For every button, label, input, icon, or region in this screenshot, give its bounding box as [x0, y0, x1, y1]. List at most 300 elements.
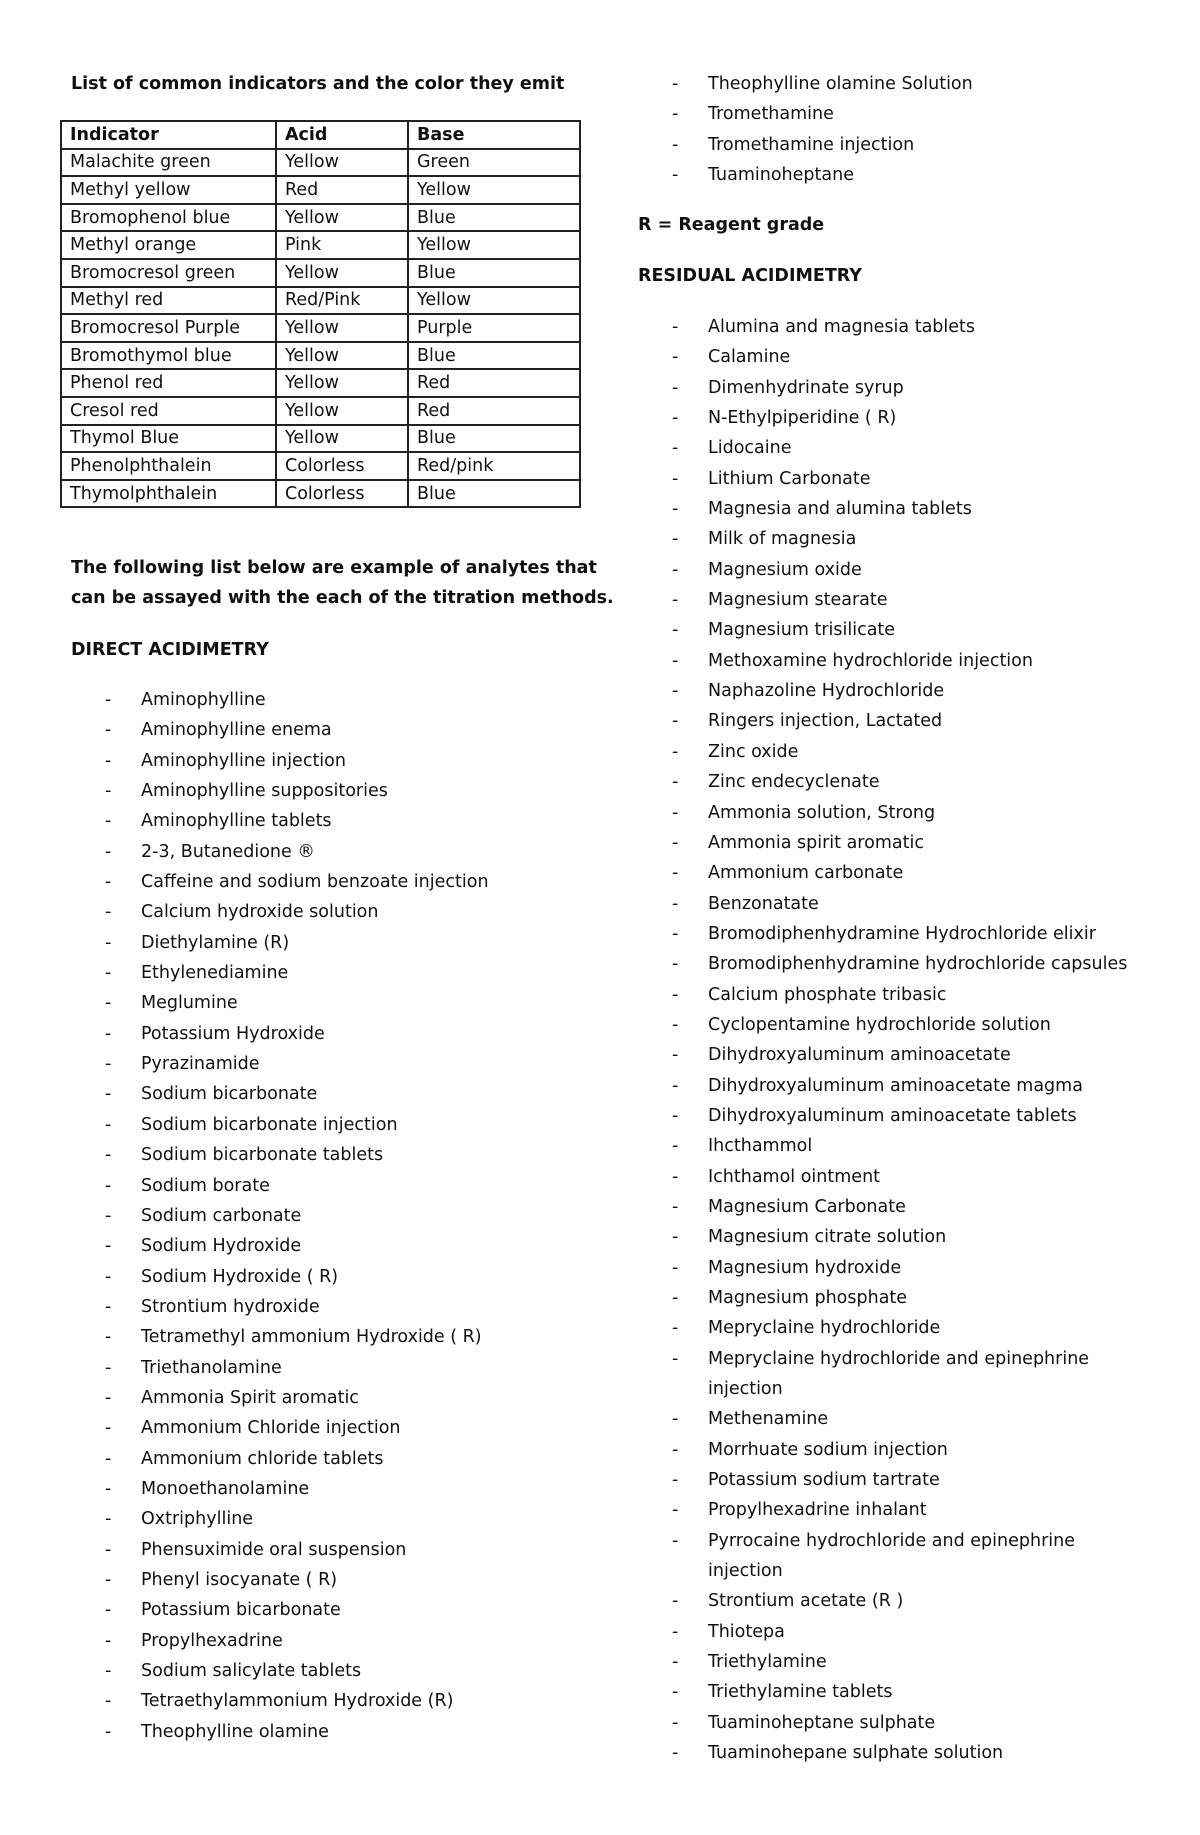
list-item [105, 1292, 605, 1322]
list-item-text: Bromodiphenhydramine Hydrochloride elixir [708, 923, 1096, 944]
list-item-text: Lidocaine [708, 438, 792, 459]
list-item [672, 1677, 1142, 1707]
list-item [105, 988, 605, 1018]
dash-bullet-icon: - [105, 1023, 112, 1044]
table-row [61, 452, 580, 480]
list-item-text: N-Ethylpiperidine ( R) [708, 408, 897, 429]
list-item [672, 1313, 1142, 1343]
list-item-text: Magnesia and alumina tablets [708, 499, 972, 520]
list-item-text: Aminophylline [141, 690, 266, 710]
list-item [672, 1071, 1142, 1101]
list-item [105, 1626, 605, 1656]
header-acid: Acid [276, 121, 408, 149]
list-item [672, 130, 1192, 160]
dash-bullet-icon: - [672, 711, 679, 732]
list-item [105, 1565, 605, 1595]
cell-indicator: Cresol red [61, 397, 276, 425]
list-item-text: Diethylamine (R) [141, 932, 290, 953]
cell-base: Red [408, 369, 580, 397]
dash-bullet-icon: - [672, 408, 679, 429]
dash-bullet-icon: - [105, 1205, 112, 1226]
residual-acidimetry-list [672, 312, 1142, 1769]
list-item [672, 1162, 1142, 1192]
cell-indicator: Thymolphthalein [61, 480, 276, 508]
dash-bullet-icon: - [672, 499, 679, 520]
dash-bullet-icon: - [105, 1448, 112, 1469]
list-item-text: 2-3, Butanedione ® [141, 841, 315, 862]
dash-bullet-icon: - [672, 863, 679, 884]
list-item [105, 1019, 605, 1049]
list-item [105, 806, 605, 836]
list-item [105, 1413, 605, 1443]
dash-bullet-icon: - [105, 1357, 112, 1378]
table-header-row [61, 121, 580, 149]
list-item-text: Oxtriphylline [141, 1509, 254, 1530]
dash-bullet-icon: - [672, 681, 679, 702]
dash-bullet-icon: - [672, 620, 679, 641]
list-item [672, 828, 1142, 858]
table-row [61, 342, 580, 370]
dash-bullet-icon: - [672, 1045, 679, 1066]
list-item-text: Sodium bicarbonate tablets [141, 1145, 384, 1166]
list-item [105, 1504, 605, 1534]
list-item [105, 1201, 605, 1231]
list-item-text: Magnesium Carbonate [708, 1196, 906, 1217]
dash-bullet-icon: - [672, 468, 679, 489]
list-item-text: Phensuximide oral suspension [141, 1539, 407, 1560]
dash-bullet-icon: - [105, 1630, 112, 1651]
list-item-text: Bromodiphenhydramine hydrochloride capsules [708, 954, 1128, 975]
dash-bullet-icon: - [672, 1591, 679, 1612]
cell-indicator: Bromothymol blue [61, 342, 276, 370]
list-item-text: Tuaminoheptane [708, 165, 854, 186]
cell-base: Blue [408, 259, 580, 287]
list-item-text: Potassium Hydroxide [141, 1023, 325, 1044]
list-item-text: Milk of magnesia [708, 529, 857, 550]
cell-base: Purple [408, 314, 580, 342]
list-item [105, 928, 605, 958]
dash-bullet-icon: - [672, 1288, 679, 1308]
list-item [672, 1495, 1142, 1525]
list-item-text: Ethylenediamine [141, 963, 289, 984]
table-row [61, 204, 580, 232]
dash-bullet-icon: - [105, 690, 112, 710]
list-item-text: Strontium acetate (R ) [708, 1591, 904, 1612]
dash-bullet-icon: - [105, 750, 112, 771]
list-item-text: Magnesium phosphate [708, 1288, 908, 1308]
dash-bullet-icon: - [672, 893, 679, 914]
reagent-grade-note: R = Reagent grade [638, 215, 825, 235]
list-item [672, 1344, 1142, 1405]
list-item [105, 897, 605, 927]
list-item [672, 919, 1142, 949]
cell-base: Green [408, 149, 580, 177]
cell-acid: Yellow [276, 314, 408, 342]
dash-bullet-icon: - [672, 1682, 679, 1703]
list-item-text: Mepryclaine hydrochloride and epinephrine injection [708, 1348, 1090, 1400]
cell-acid: Yellow [276, 342, 408, 370]
list-item-text: Sodium Hydroxide ( R) [141, 1266, 339, 1287]
dash-bullet-icon: - [105, 1691, 112, 1712]
list-item-text: Ichthamol ointment [708, 1166, 881, 1187]
list-item [672, 1617, 1142, 1647]
list-item-text: Ammonia spirit aromatic [708, 832, 924, 853]
cell-acid: Pink [276, 231, 408, 259]
list-item [672, 646, 1142, 676]
dash-bullet-icon: - [105, 781, 112, 802]
cell-acid: Red/Pink [276, 287, 408, 315]
dash-bullet-icon: - [105, 872, 112, 893]
dash-bullet-icon: - [672, 104, 679, 125]
cell-acid: Yellow [276, 149, 408, 177]
list-item-text: Tetramethyl ammonium Hydroxide ( R) [141, 1327, 482, 1348]
list-item [672, 1131, 1142, 1161]
list-item-text: Lithium Carbonate [708, 468, 871, 489]
dash-bullet-icon: - [105, 1661, 112, 1681]
list-item [672, 858, 1142, 888]
list-item [672, 1040, 1142, 1070]
list-item-text: Zinc oxide [708, 741, 799, 762]
list-item-text: Sodium bicarbonate injection [141, 1114, 398, 1135]
list-item-text: Alumina and magnesia tablets [708, 317, 976, 337]
list-item [672, 342, 1142, 372]
list-item-text: Propylhexadrine inhalant [708, 1500, 927, 1521]
list-item-text: Potassium sodium tartrate [708, 1470, 940, 1491]
list-item [105, 1535, 605, 1565]
list-item-text: Tetraethylammonium Hydroxide (R) [141, 1691, 454, 1712]
dash-bullet-icon: - [105, 1418, 112, 1439]
dash-bullet-icon: - [105, 1266, 112, 1287]
list-item [672, 160, 1192, 190]
list-item [672, 1465, 1142, 1495]
dash-bullet-icon: - [105, 720, 112, 741]
cell-acid: Yellow [276, 369, 408, 397]
table-row [61, 231, 580, 259]
list-item [672, 767, 1142, 797]
dash-bullet-icon: - [672, 347, 679, 368]
list-item-text: Sodium Hydroxide [141, 1236, 302, 1257]
list-item [672, 433, 1142, 463]
header-base: Base [408, 121, 580, 149]
list-item [672, 99, 1192, 129]
dash-bullet-icon: - [672, 650, 679, 671]
list-item [672, 1222, 1142, 1252]
table-row [61, 425, 580, 453]
dash-bullet-icon: - [672, 1500, 679, 1521]
list-item [672, 676, 1142, 706]
cell-indicator: Phenolphthalein [61, 452, 276, 480]
list-item [672, 464, 1142, 494]
cell-base: Blue [408, 425, 580, 453]
list-item [672, 1738, 1142, 1768]
dash-bullet-icon: - [672, 832, 679, 853]
table-row [61, 314, 580, 342]
list-item [105, 1049, 605, 1079]
table-row [61, 149, 580, 177]
dash-bullet-icon: - [105, 902, 112, 923]
list-item [105, 1686, 605, 1716]
list-item-text: Cyclopentamine hydrochloride solution [708, 1014, 1051, 1035]
dash-bullet-icon: - [105, 1054, 112, 1075]
list-item [672, 69, 1192, 99]
cell-acid: Yellow [276, 204, 408, 232]
list-item [672, 403, 1142, 433]
dash-bullet-icon: - [672, 1166, 679, 1187]
list-item-text: Methoxamine hydrochloride injection [708, 650, 1033, 671]
dash-bullet-icon: - [672, 1136, 679, 1157]
list-item [672, 1010, 1142, 1040]
list-item-text: Aminophylline suppositories [141, 781, 388, 802]
intro-line-2: can be assayed with the each of the titration methods. [71, 588, 614, 608]
list-item-text: Mepryclaine hydrochloride [708, 1318, 941, 1339]
list-item-text: Zinc endecyclenate [708, 772, 880, 793]
list-item-text: Ammonia Spirit aromatic [141, 1387, 359, 1408]
dash-bullet-icon: - [672, 1652, 679, 1673]
dash-bullet-icon: - [105, 1327, 112, 1348]
dash-bullet-icon: - [105, 1387, 112, 1408]
list-item [672, 980, 1142, 1010]
continued-list [672, 69, 1192, 190]
dash-bullet-icon: - [672, 1075, 679, 1096]
list-item [105, 1383, 605, 1413]
dash-bullet-icon: - [105, 1600, 112, 1621]
dash-bullet-icon: - [672, 438, 679, 459]
list-item-text: Theophylline olamine [141, 1721, 329, 1742]
list-item [672, 1586, 1142, 1616]
indicator-table [60, 120, 581, 508]
list-item [105, 1656, 605, 1686]
table-row [61, 176, 580, 204]
list-item-text: Aminophylline tablets [141, 811, 332, 832]
list-item-text: Theophylline olamine Solution [708, 74, 973, 94]
list-item [105, 1353, 605, 1383]
list-item [105, 867, 605, 897]
header-indicator: Indicator [61, 121, 276, 149]
cell-base: Red/pink [408, 452, 580, 480]
dash-bullet-icon: - [672, 1257, 679, 1278]
cell-indicator: Bromophenol blue [61, 204, 276, 232]
dash-bullet-icon: - [672, 1712, 679, 1733]
cell-base: Blue [408, 342, 580, 370]
intro-line-1: The following list below are example of analytes that [71, 558, 597, 578]
cell-indicator: Methyl orange [61, 231, 276, 259]
list-item-text: Ammonium Chloride injection [141, 1418, 401, 1439]
list-item-text: Propylhexadrine [141, 1630, 283, 1651]
list-item [672, 585, 1142, 615]
dash-bullet-icon: - [672, 165, 679, 186]
dash-bullet-icon: - [672, 1409, 679, 1430]
dash-bullet-icon: - [672, 74, 679, 94]
cell-base: Blue [408, 480, 580, 508]
list-item [672, 706, 1142, 736]
list-item-text: Ammonia solution, Strong [708, 802, 936, 823]
table-row [61, 480, 580, 508]
list-item [672, 1647, 1142, 1677]
list-item [672, 494, 1142, 524]
direct-acidimetry-list [105, 685, 605, 1747]
cell-base: Yellow [408, 176, 580, 204]
table-row [61, 287, 580, 315]
dash-bullet-icon: - [672, 1530, 679, 1551]
list-item-text: Thiotepa [708, 1621, 785, 1642]
dash-bullet-icon: - [105, 811, 112, 832]
list-item [672, 798, 1142, 828]
dash-bullet-icon: - [672, 772, 679, 793]
dash-bullet-icon: - [672, 923, 679, 944]
list-item-text: Ringers injection, Lactated [708, 711, 943, 732]
cell-indicator: Thymol Blue [61, 425, 276, 453]
dash-bullet-icon: - [105, 1478, 112, 1499]
list-item-text: Naphazoline Hydrochloride [708, 681, 945, 702]
list-item-text: Ammonium chloride tablets [141, 1448, 384, 1469]
list-item-text: Sodium salicylate tablets [141, 1661, 362, 1681]
list-item [672, 615, 1142, 645]
list-item-text: Sodium carbonate [141, 1205, 302, 1226]
list-item-text: Tuaminohepane sulphate solution [708, 1743, 1004, 1764]
dash-bullet-icon: - [672, 317, 679, 337]
list-item-text: Sodium borate [141, 1175, 270, 1196]
cell-base: Yellow [408, 287, 580, 315]
list-item-text: Calamine [708, 347, 791, 368]
list-item-text: Pyrazinamide [141, 1054, 260, 1075]
cell-acid: Yellow [276, 259, 408, 287]
list-item [105, 685, 605, 715]
list-item-text: Aminophylline enema [141, 720, 332, 741]
list-item [672, 889, 1142, 919]
list-item-text: Magnesium hydroxide [708, 1257, 902, 1278]
list-item-text: Triethanolamine [141, 1357, 282, 1378]
list-item [672, 949, 1142, 979]
cell-indicator: Bromocresol green [61, 259, 276, 287]
table-row [61, 369, 580, 397]
list-item [672, 1404, 1142, 1434]
list-item [105, 1262, 605, 1292]
list-item [672, 373, 1142, 403]
list-item-text: Methenamine [708, 1409, 829, 1430]
dash-bullet-icon: - [105, 1145, 112, 1166]
table-body [61, 149, 580, 508]
list-item [105, 1322, 605, 1352]
cell-indicator: Malachite green [61, 149, 276, 177]
dash-bullet-icon: - [105, 1721, 112, 1742]
list-item [672, 555, 1142, 585]
list-item-text: Potassium bicarbonate [141, 1600, 341, 1621]
list-item [672, 1435, 1142, 1465]
cell-acid: Colorless [276, 480, 408, 508]
list-item [105, 1474, 605, 1504]
dash-bullet-icon: - [672, 1227, 679, 1248]
list-item-text: Tromethamine injection [708, 134, 915, 155]
dash-bullet-icon: - [672, 377, 679, 398]
dash-bullet-icon: - [105, 1509, 112, 1530]
list-item-text: Calcium hydroxide solution [141, 902, 379, 923]
list-item [672, 1283, 1142, 1313]
list-item [105, 1140, 605, 1170]
dash-bullet-icon: - [105, 1539, 112, 1560]
direct-acidimetry-heading: DIRECT ACIDIMETRY [71, 640, 269, 660]
cell-indicator: Methyl yellow [61, 176, 276, 204]
dash-bullet-icon: - [672, 1348, 679, 1369]
dash-bullet-icon: - [105, 841, 112, 862]
dash-bullet-icon: - [672, 559, 679, 580]
dash-bullet-icon: - [672, 984, 679, 1005]
list-item [672, 1526, 1142, 1587]
list-item-text: Ammonium carbonate [708, 863, 904, 884]
list-item-text: Caffeine and sodium benzoate injection [141, 872, 489, 893]
dash-bullet-icon: - [672, 1621, 679, 1642]
list-item-text: Strontium hydroxide [141, 1296, 320, 1317]
indicator-table-title: List of common indicators and the color they emit [71, 74, 565, 94]
dash-bullet-icon: - [672, 1743, 679, 1764]
list-item-text: Benzonatate [708, 893, 819, 914]
list-item [672, 737, 1142, 767]
list-item [105, 1110, 605, 1140]
list-item [105, 715, 605, 745]
cell-base: Blue [408, 204, 580, 232]
cell-indicator: Phenol red [61, 369, 276, 397]
list-item [105, 1595, 605, 1625]
list-item-text: Magnesium citrate solution [708, 1227, 947, 1248]
cell-base: Red [408, 397, 580, 425]
list-item-text: Magnesium stearate [708, 590, 888, 611]
cell-indicator: Bromocresol Purple [61, 314, 276, 342]
dash-bullet-icon: - [672, 1014, 679, 1035]
list-item-text: Sodium bicarbonate [141, 1084, 318, 1105]
dash-bullet-icon: - [672, 1105, 679, 1126]
list-item [105, 1717, 605, 1747]
list-item [105, 1231, 605, 1261]
list-item [105, 776, 605, 806]
list-item-text: Dihydroxyaluminum aminoacetate tablets [708, 1105, 1077, 1126]
list-item-text: Dimenhydrinate syrup [708, 377, 904, 398]
list-item [672, 1708, 1142, 1738]
list-item [105, 1444, 605, 1474]
list-item-text: Dihydroxyaluminum aminoacetate magma [708, 1075, 1083, 1096]
list-item-text: Monoethanolamine [141, 1478, 310, 1499]
list-item [672, 524, 1142, 554]
dash-bullet-icon: - [105, 932, 112, 953]
dash-bullet-icon: - [672, 1318, 679, 1339]
list-item [672, 312, 1142, 342]
dash-bullet-icon: - [672, 954, 679, 975]
dash-bullet-icon: - [672, 134, 679, 155]
dash-bullet-icon: - [672, 1470, 679, 1491]
list-item [672, 1253, 1142, 1283]
dash-bullet-icon: - [672, 529, 679, 550]
dash-bullet-icon: - [105, 993, 112, 1014]
list-item [672, 1192, 1142, 1222]
table-row [61, 397, 580, 425]
list-item-text: Morrhuate sodium injection [708, 1439, 948, 1460]
dash-bullet-icon: - [672, 590, 679, 611]
list-item-text: Tromethamine [708, 104, 834, 125]
cell-indicator: Methyl red [61, 287, 276, 315]
cell-acid: Yellow [276, 425, 408, 453]
list-item-text: Dihydroxyaluminum aminoacetate [708, 1045, 1011, 1066]
dash-bullet-icon: - [105, 1114, 112, 1135]
dash-bullet-icon: - [105, 1175, 112, 1196]
dash-bullet-icon: - [672, 741, 679, 762]
list-item-text: Magnesium trisilicate [708, 620, 896, 641]
list-item-text: Tuaminoheptane sulphate [708, 1712, 936, 1733]
list-item [672, 1101, 1142, 1131]
list-item-text: Magnesium oxide [708, 559, 862, 580]
list-item-text: Meglumine [141, 993, 238, 1014]
dash-bullet-icon: - [672, 1196, 679, 1217]
list-item-text: Triethylamine tablets [708, 1682, 893, 1703]
list-item-text: Ihcthammol [708, 1136, 813, 1157]
dash-bullet-icon: - [105, 1569, 112, 1590]
